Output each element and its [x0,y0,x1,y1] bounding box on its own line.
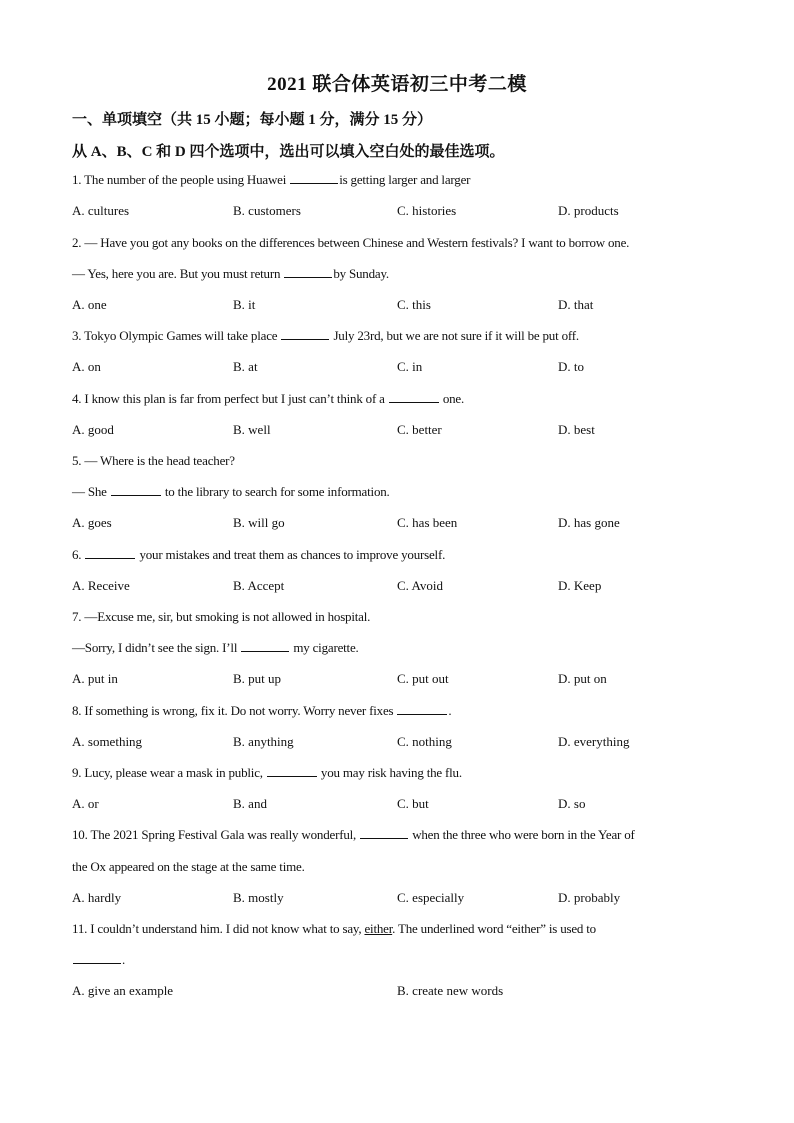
question-text: 1. The number of the people using Huawei [72,172,290,187]
options-6 [72,578,722,596]
option-a: A. cultures [72,203,130,218]
answer-blank [241,640,289,652]
option-c: C. has been [397,515,458,530]
question-text: . [122,952,126,967]
section-heading: 一、单项填空（共 15 小题；每小题 1 分，满分 15 分） [72,112,433,128]
option-a: A. Receive [72,578,130,593]
option-a: A. give an example [72,983,174,998]
option-d: D. best [558,422,595,437]
option-b: B. at [233,359,258,374]
question-text: 10. The 2021 Spring Festival Gala was really wonderful, [72,827,360,842]
options-7 [72,671,722,689]
question-10-cont: the Ox appeared on the stage at the same time. [72,859,305,874]
section-instruction: 从 A、B、C 和 D 四个选项中，选出可以填入空白处的最佳选项。 [72,144,505,160]
answer-blank [290,172,338,184]
question-9 [72,765,462,781]
question-8 [72,703,451,719]
option-c: C. but [397,796,429,811]
option-a: A. or [72,796,99,811]
question-6 [72,547,445,563]
option-d: D. has gone [558,515,620,530]
option-d: D. products [558,203,619,218]
question-3 [72,328,579,344]
option-a: A. on [72,359,101,374]
option-d: D. so [558,796,586,811]
page-title: 2021 联合体英语初三中考二模 [267,74,527,95]
option-c: C. this [397,297,431,312]
option-d: D. Keep [558,578,602,593]
option-b: B. mostly [233,890,284,905]
answer-blank [360,827,408,839]
option-a: A. goes [72,515,112,530]
question-text: my cigarette. [290,640,359,655]
question-text: when the three who were born in the Year of [409,827,635,842]
answer-blank [267,765,317,777]
option-a: A. hardly [72,890,122,905]
question-2: 2. — Have you got any books on the differences between Chinese and Western festivals? I want to borrow one. [72,235,630,250]
options-2 [72,297,722,315]
option-d: D. everything [558,734,630,749]
options-11 [72,983,722,1001]
answer-blank [284,266,332,278]
option-d: D. to [558,359,584,374]
option-a: A. one [72,297,107,312]
question-text: is getting larger and larger [339,172,471,187]
option-a: A. something [72,734,143,749]
option-b: B. customers [233,203,301,218]
option-c: C. histories [397,203,457,218]
question-text: you may risk having the flu. [317,765,462,780]
options-3 [72,359,722,377]
option-c: C. especially [397,890,465,905]
question-text: 9. Lucy, please wear a mask in public, [72,765,266,780]
answer-blank [281,328,329,340]
question-text: 4. I know this plan is far from perfect but I just can’t think of a [72,391,388,406]
question-text: . The underlined word “either” is used to [392,921,596,936]
answer-blank [397,703,447,715]
question-text: . [448,703,452,718]
option-d: D. put on [558,671,607,686]
option-c: C. better [397,422,442,437]
option-b: B. it [233,297,256,312]
question-text: July 23rd, but we are not sure if it will be put off. [330,328,579,343]
underlined-word: either [364,921,393,936]
question-text: to the library to search for some information. [161,484,390,499]
option-d: D. probably [558,890,621,905]
option-b: B. will go [233,515,285,530]
options-4 [72,422,722,440]
question-text: by Sunday. [333,266,389,281]
options-8 [72,734,722,752]
question-4 [72,391,464,407]
option-b: B. put up [233,671,282,686]
answer-blank [85,547,135,559]
question-text: — She [72,484,110,499]
question-2-reply [72,266,389,282]
question-text: 8. If something is wrong, fix it. Do not worry. Worry never fixes [72,703,397,718]
question-text: 11. I couldn’t understand him. I did not know what to say, [72,921,365,936]
option-b: B. and [233,796,267,811]
question-10 [72,827,635,843]
question-text: — Yes, here you are. But you must return [72,266,284,281]
question-text: 3. Tokyo Olympic Games will take place [72,328,281,343]
options-5 [72,515,722,533]
option-b: B. Accept [233,578,285,593]
options-1 [72,203,722,221]
option-b: B. create new words [397,983,504,998]
option-d: D. that [558,297,594,312]
question-11 [72,921,596,937]
question-text: your mistakes and treat them as chances to improve yourself. [136,547,446,562]
question-7: 7. —Excuse me, sir, but smoking is not allowed in hospital. [72,609,371,624]
question-5: 5. — Where is the head teacher? [72,453,235,468]
question-text: —Sorry, I didn’t see the sign. I’ll [72,640,241,655]
answer-blank [389,391,439,403]
question-text: 6. [72,547,85,562]
option-c: C. Avoid [397,578,443,593]
answer-blank [73,952,121,964]
option-b: B. well [233,422,271,437]
option-c: C. in [397,359,423,374]
options-10 [72,890,722,908]
question-11-cont [72,952,125,968]
question-5-reply [72,484,390,500]
option-c: C. put out [397,671,449,686]
option-c: C. nothing [397,734,452,749]
options-9 [72,796,722,814]
option-b: B. anything [233,734,294,749]
question-1 [72,172,470,188]
option-a: A. good [72,422,114,437]
option-a: A. put in [72,671,118,686]
question-text: one. [439,391,465,406]
answer-blank [111,484,161,496]
question-7-reply [72,640,359,656]
